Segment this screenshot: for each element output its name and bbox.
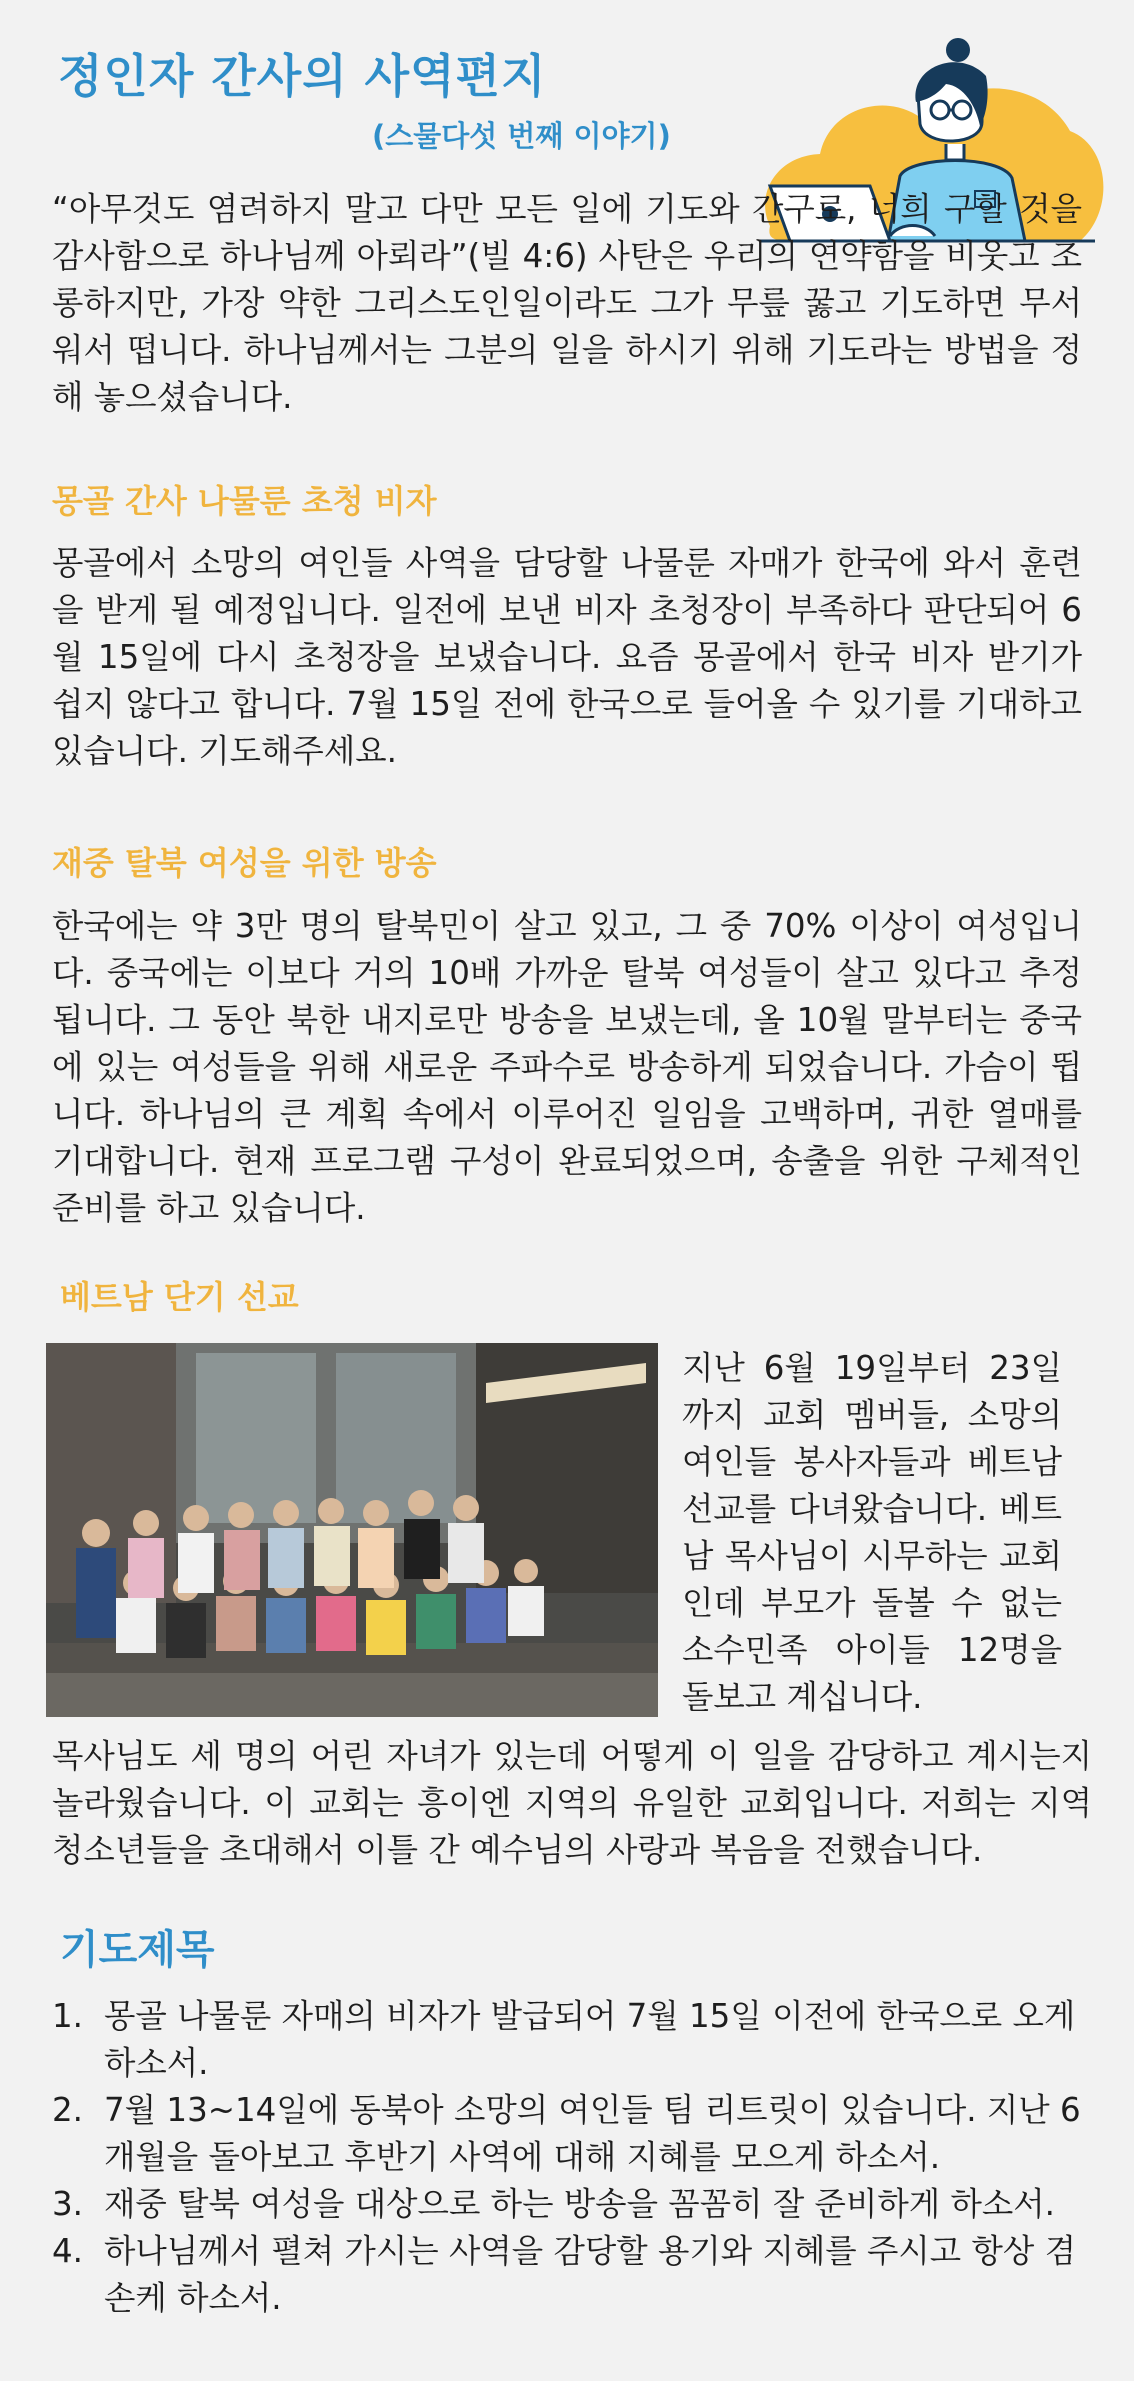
page-title: 정인자 간사의 사역편지 <box>58 49 547 103</box>
section-body-vietnam-mission: 목사님도 세 명의 어린 자녀가 있는데 어떻게 이 일을 감당하고 계시는지 놀라웠습니다. 이 교회는 흥이엔 지역의 유일한 교회입니다. 저희는 지역 청소년들을 초대해서 이틀 간 예수님의 사랑과 복음을 전했습니다. <box>52 1737 1092 1869</box>
group-photo <box>46 1343 658 1717</box>
list-item-number: 1. <box>52 1997 84 2035</box>
section-heading-mongolia-visa: 몽골 간사 나물룬 초청 비자 <box>52 482 437 520</box>
list-item <box>52 2228 1092 2322</box>
list-item-number: 2. <box>52 2091 84 2129</box>
list-item-number: 3. <box>52 2185 84 2223</box>
prayer-topics-heading: 기도제목 <box>60 1927 215 1973</box>
list-item <box>52 2181 1092 2228</box>
section-body-broadcast: 한국에는 약 3만 명의 탈북민이 살고 있고, 그 중 70% 이상이 여성입니다. 중국에는 이보다 거의 10배 가까운 탈북 여성들이 살고 있다고 추정됩니다. 그 동안 북한 내지로만 방송을 보냈는데, 올 10월 말부터는 중국에 있는 여성들을 위해 새로운 주파수로 방송하게 되었습니다. 가슴이 뜁니다. 하나님의 큰 계획 속에서 이루어진 일임을 고백하며, 귀한 열매를 기대합니다. 현재 프로그램 구성이 완료되었으며, 송출을 위한 구체적인 준비를 하고 있습니다. <box>52 907 1082 1227</box>
list-item <box>52 1993 1092 2087</box>
vietnam-side-text: 지난 6월 19일부터 23일까지 교회 멤버들, 소망의 여인들 봉사자들과 베트남 선교를 다녀왔습니다. 베트남 목사님이 시무하는 교회인데 부모가 돌볼 수 없는 소수민족 아이들 12명을 돌보고 계십니다. <box>682 1349 1062 1716</box>
hair-bun <box>946 38 970 62</box>
section-body-mongolia-visa: 몽골에서 소망의 여인들 사역을 담당할 나물룬 자매가 한국에 와서 훈련을 받게 될 예정입니다. 일전에 보낸 비자 초청장이 부족하다 판단되어 6월 15일에 다시 초청장을 보냈습니다. 요즘 몽골에서 한국 비자 받기가 쉽지 않다고 합니다. 7월 15일 전에 한국으로 들어올 수 있기를 기대하고 있습니다. 기도해주세요. <box>52 544 1082 770</box>
list-item-number: 4. <box>52 2232 84 2270</box>
section-heading-vietnam-mission: 베트남 단기 선교 <box>60 1278 299 1316</box>
list-item-text: 하나님께서 펼쳐 가시는 사역을 감당할 용기와 지혜를 주시고 항상 겸손케 하소서. <box>104 2232 1077 2317</box>
neck <box>946 144 964 160</box>
list-item-text: 재중 탈북 여성을 대상으로 하는 방송을 꼼꼼히 잘 준비하게 하소서. <box>104 2185 1055 2223</box>
intro-paragraph: “아무것도 염려하지 말고 다만 모든 일에 기도와 간구로, 너희 구할 것을 감사함으로 하나님께 아뢰라”(빌 4:6) 사탄은 우리의 연약함을 비웃고 조롱하지만, 가장 약한 그리스도인일이라도 그가 무릎 꿇고 기도하면 무서워서 떱니다. 하나님께서는 그분의 일을 하시기 위해 기도라는 방법을 정해 놓으셨습니다. <box>52 190 1082 416</box>
prayer-topics-list <box>52 1993 1092 2322</box>
list-item-text: 몽골 나물룬 자매의 비자가 발급되어 7월 15일 이전에 한국으로 오게 하소서. <box>104 1997 1076 2082</box>
section-heading-broadcast: 재중 탈북 여성을 위한 방송 <box>52 844 437 882</box>
list-item <box>52 2087 1092 2181</box>
list-item-text: 7월 13~14일에 동북아 소망의 여인들 팀 리트릿이 있습니다. 지난 6개월을 돌아보고 후반기 사역에 대해 지혜를 모으게 하소서. <box>104 2091 1081 2176</box>
page-subtitle: (스물다섯 번째 이야기) <box>372 119 671 153</box>
